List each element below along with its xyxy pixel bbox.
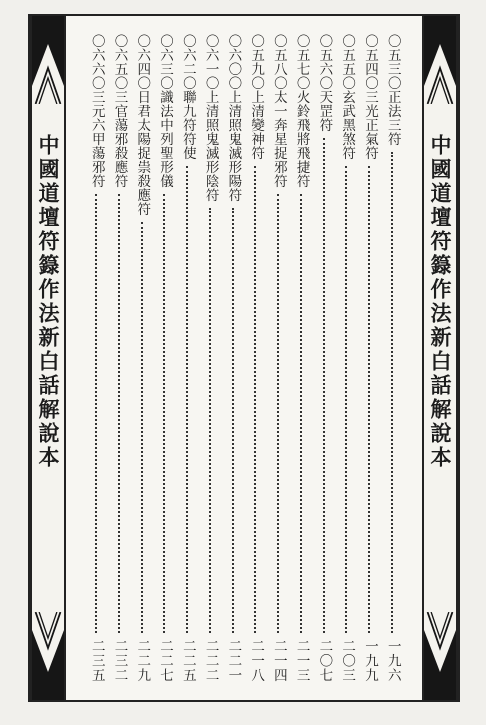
toc-entry-page: 二三五 (88, 638, 105, 682)
dot-leader (368, 166, 370, 633)
toc-entry-title: 〇六六〇三元六甲蕩邪符 (88, 34, 105, 188)
toc-entry[interactable] (177, 34, 197, 682)
toc-entry-title: 〇六五〇三官蕩邪殺應符 (111, 34, 128, 188)
toc-entry[interactable] (291, 34, 311, 682)
dot-leader (118, 194, 120, 633)
dot-leader (300, 194, 302, 633)
dot-leader (277, 194, 279, 633)
toc-entry-page: 二二五 (179, 638, 196, 682)
toc-entry[interactable] (359, 34, 379, 682)
dot-leader (254, 166, 256, 633)
dot-leader (345, 166, 347, 633)
toc-entry-page: 二〇七 (316, 638, 333, 682)
toc-entry-page: 二二九 (134, 638, 151, 682)
toc-entry-page: 一九六 (384, 638, 401, 682)
book-title-left: 中國道壇符籙作法新白話解說本 (36, 134, 61, 470)
toc-entry-title: 〇五四〇三光正氣符 (361, 34, 378, 160)
toc-entry-page: 一九九 (361, 638, 378, 682)
toc-entry-page: 二二二 (202, 638, 219, 682)
dot-leader (186, 166, 188, 633)
toc-entry-title: 〇五七〇火鈴飛將飛捷符 (293, 34, 310, 188)
toc-entry-page: 二〇三 (339, 638, 356, 682)
toc-entry-title: 〇五八〇太一奔星捉邪符 (270, 34, 287, 188)
toc-entry-page: 二一八 (248, 638, 265, 682)
toc-entry-title: 〇五六〇天罡符 (316, 34, 333, 132)
dot-leader (209, 208, 211, 633)
toc-entry-page: 二一三 (293, 638, 310, 682)
toc-entry-page: 二三二 (111, 638, 128, 682)
table-of-contents (78, 34, 410, 682)
dot-leader (323, 138, 325, 633)
top-ornament (424, 16, 456, 104)
toc-entry-title: 〇六一〇上清照鬼滅形陰符 (202, 34, 219, 202)
book-page (28, 14, 460, 702)
dot-leader (95, 194, 97, 633)
toc-entry-title: 〇六三〇識法中列聖形儀 (157, 34, 174, 188)
toc-entry-page: 二二一 (225, 638, 242, 682)
toc-entry[interactable] (200, 34, 220, 682)
toc-entry[interactable] (245, 34, 265, 682)
toc-entry[interactable] (314, 34, 334, 682)
dot-leader (232, 208, 234, 633)
toc-entry-title: 〇五九〇上清變神符 (248, 34, 265, 160)
bottom-ornament (424, 612, 456, 700)
bottom-ornament (32, 612, 64, 700)
toc-entry-page: 二二七 (157, 638, 174, 682)
right-title-strip (422, 16, 458, 700)
toc-entry-title: 〇六〇〇上清照鬼滅形陽符 (225, 34, 242, 202)
toc-entry[interactable] (154, 34, 174, 682)
toc-entry-title: 〇六二〇聯九符符使 (179, 34, 196, 160)
top-ornament (32, 16, 64, 104)
book-title-right: 中國道壇符籙作法新白話解說本 (428, 134, 453, 470)
toc-entry-title: 〇五三〇正法三符 (384, 34, 401, 146)
toc-entry-title: 〇五五〇玄武黑煞符 (339, 34, 356, 160)
toc-entry[interactable] (132, 34, 152, 682)
left-title-strip (30, 16, 66, 700)
toc-entry[interactable] (382, 34, 402, 682)
toc-entry[interactable] (336, 34, 356, 682)
dot-leader (163, 194, 165, 633)
toc-entry[interactable] (268, 34, 288, 682)
toc-entry[interactable] (223, 34, 243, 682)
toc-entry-page: 二一四 (270, 638, 287, 682)
dot-leader (391, 152, 393, 633)
toc-entry[interactable] (86, 34, 106, 682)
toc-entry[interactable] (109, 34, 129, 682)
dot-leader (141, 222, 143, 633)
toc-entry-title: 〇六四〇日君太陽捉祟殺應符 (134, 34, 151, 216)
